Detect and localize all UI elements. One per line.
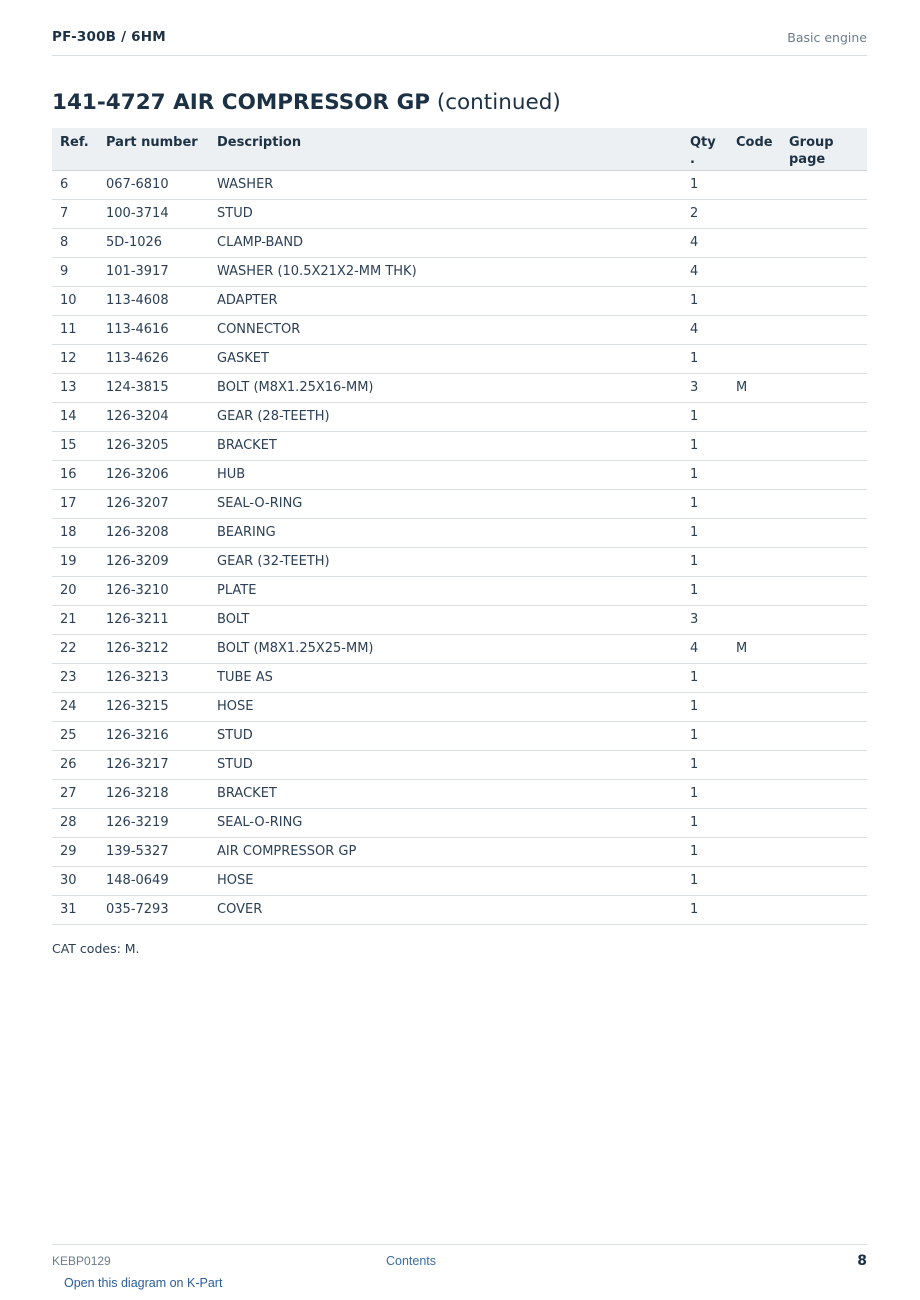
cell-group-page [781,460,867,489]
cell-code [728,547,781,576]
cell-qty: 4 [682,634,728,663]
cell-code [728,228,781,257]
table-row [52,895,867,924]
cell-qty: 1 [682,779,728,808]
cell-ref: 13 [52,373,98,402]
cell-group-page [781,866,867,895]
cell-qty: 3 [682,373,728,402]
cell-qty: 1 [682,837,728,866]
cell-ref: 21 [52,605,98,634]
cell-ref: 28 [52,808,98,837]
cell-group-page [781,808,867,837]
cell-code [728,489,781,518]
cell-group-page [781,750,867,779]
cell-part-number: 067-6810 [98,170,209,199]
cell-code [728,692,781,721]
cell-group-page [781,344,867,373]
col-header-code: Code [728,128,781,170]
cell-group-page [781,518,867,547]
cell-code [728,286,781,315]
cell-group-page [781,286,867,315]
table-row [52,634,867,663]
cell-qty: 2 [682,199,728,228]
cell-qty: 1 [682,692,728,721]
cell-ref: 25 [52,721,98,750]
table-row [52,750,867,779]
table-row [52,779,867,808]
cell-group-page [781,547,867,576]
cell-ref: 17 [52,489,98,518]
cell-part-number: 100-3714 [98,199,209,228]
cell-part-number: 126-3208 [98,518,209,547]
cell-part-number: 035-7293 [98,895,209,924]
cell-description: HUB [209,460,682,489]
cell-qty: 4 [682,228,728,257]
cell-qty: 1 [682,402,728,431]
cell-description: GASKET [209,344,682,373]
cell-ref: 26 [52,750,98,779]
cell-qty: 1 [682,866,728,895]
cell-group-page [781,489,867,518]
table-row [52,518,867,547]
cell-ref: 12 [52,344,98,373]
cell-group-page [781,373,867,402]
cell-ref: 31 [52,895,98,924]
model-label: PF-300B / 6HM [52,29,166,45]
page-footer [52,1244,867,1275]
cell-ref: 9 [52,257,98,286]
cell-part-number: 113-4626 [98,344,209,373]
cell-qty: 1 [682,547,728,576]
cell-code [728,721,781,750]
cell-part-number: 113-4616 [98,315,209,344]
cell-part-number: 5D-1026 [98,228,209,257]
table-row [52,489,867,518]
cell-ref: 30 [52,866,98,895]
cell-code: M [728,373,781,402]
cell-group-page [781,663,867,692]
cell-part-number: 124-3815 [98,373,209,402]
cell-description: BRACKET [209,779,682,808]
cell-part-number: 126-3215 [98,692,209,721]
cell-group-page [781,634,867,663]
cell-group-page [781,402,867,431]
cell-ref: 29 [52,837,98,866]
table-row [52,228,867,257]
cell-group-page [781,315,867,344]
parts-table-body [52,170,867,924]
cell-part-number: 126-3219 [98,808,209,837]
cell-part-number: 126-3218 [98,779,209,808]
cell-group-page [781,692,867,721]
table-row [52,402,867,431]
page-number: 8 [857,1253,867,1269]
cell-qty: 3 [682,605,728,634]
cell-description: PLATE [209,576,682,605]
cell-description: WASHER (10.5X21X2-MM THK) [209,257,682,286]
cell-description: SEAL-O-RING [209,808,682,837]
table-row [52,315,867,344]
cell-description: WASHER [209,170,682,199]
col-header-ref: Ref. [52,128,98,170]
cell-qty: 4 [682,257,728,286]
table-row [52,547,867,576]
table-row [52,199,867,228]
parts-table [52,128,867,925]
table-row [52,721,867,750]
cell-code [728,750,781,779]
cell-code [728,257,781,286]
cell-group-page [781,228,867,257]
cell-code [728,170,781,199]
cell-group-page [781,257,867,286]
cell-description: GEAR (32-TEETH) [209,547,682,576]
cell-description: SEAL-O-RING [209,489,682,518]
section-label: Basic engine [787,30,867,45]
cell-description: BOLT [209,605,682,634]
cell-description: CLAMP-BAND [209,228,682,257]
cell-code [728,199,781,228]
cell-ref: 24 [52,692,98,721]
cell-qty: 1 [682,808,728,837]
cell-description: STUD [209,721,682,750]
cell-part-number: 126-3211 [98,605,209,634]
table-row [52,431,867,460]
cell-description: AIR COMPRESSOR GP [209,837,682,866]
cell-ref: 16 [52,460,98,489]
cell-group-page [781,576,867,605]
cell-part-number: 126-3206 [98,460,209,489]
table-row [52,692,867,721]
cell-group-page [781,721,867,750]
cell-part-number: 126-3205 [98,431,209,460]
table-row [52,576,867,605]
cell-qty: 1 [682,750,728,779]
kpart-diagram-link[interactable]: Open this diagram on K-Part [64,1276,223,1290]
cell-ref: 15 [52,431,98,460]
cell-code [728,808,781,837]
cell-part-number: 126-3213 [98,663,209,692]
table-row [52,837,867,866]
cell-description: HOSE [209,866,682,895]
cell-part-number: 148-0649 [98,866,209,895]
cell-ref: 27 [52,779,98,808]
cell-part-number: 126-3204 [98,402,209,431]
table-header-row [52,128,867,170]
cell-code [728,402,781,431]
page-header [52,29,867,56]
cell-description: STUD [209,750,682,779]
cell-group-page [781,605,867,634]
table-row [52,286,867,315]
cell-code [728,663,781,692]
cell-part-number: 126-3216 [98,721,209,750]
cell-qty: 1 [682,460,728,489]
cell-part-number: 126-3207 [98,489,209,518]
table-row [52,460,867,489]
cell-description: BRACKET [209,431,682,460]
cell-ref: 18 [52,518,98,547]
cell-group-page [781,431,867,460]
cell-code [728,576,781,605]
table-row [52,808,867,837]
cell-qty: 1 [682,431,728,460]
contents-link[interactable]: Contents [386,1254,437,1268]
cell-ref: 8 [52,228,98,257]
cell-part-number: 139-5327 [98,837,209,866]
table-row [52,257,867,286]
cell-description: BEARING [209,518,682,547]
cell-qty: 4 [682,315,728,344]
cell-ref: 10 [52,286,98,315]
cell-description: TUBE AS [209,663,682,692]
cell-code [728,837,781,866]
cell-code [728,866,781,895]
cell-part-number: 101-3917 [98,257,209,286]
cell-qty: 1 [682,170,728,199]
cell-qty: 1 [682,344,728,373]
table-row [52,866,867,895]
title-part-group: 141-4727 AIR COMPRESSOR GP [52,90,430,115]
cell-code [728,344,781,373]
cell-part-number: 126-3212 [98,634,209,663]
cell-group-page [781,199,867,228]
cell-group-page [781,170,867,199]
cell-ref: 22 [52,634,98,663]
cell-qty: 1 [682,663,728,692]
cell-group-page [781,895,867,924]
cell-qty: 1 [682,518,728,547]
cell-code [728,518,781,547]
cell-qty: 1 [682,721,728,750]
cell-code [728,460,781,489]
table-row [52,170,867,199]
cell-code [728,895,781,924]
table-row [52,344,867,373]
cell-qty: 1 [682,489,728,518]
cell-code [728,315,781,344]
table-row [52,663,867,692]
cell-part-number: 126-3209 [98,547,209,576]
cell-description: COVER [209,895,682,924]
cell-description: GEAR (28-TEETH) [209,402,682,431]
cell-ref: 19 [52,547,98,576]
cell-ref: 11 [52,315,98,344]
cell-ref: 7 [52,199,98,228]
title-suffix: (continued) [429,90,561,115]
cell-description: STUD [209,199,682,228]
cell-qty: 1 [682,895,728,924]
cell-ref: 6 [52,170,98,199]
cell-group-page [781,779,867,808]
col-header-part-number: Part number [98,128,209,170]
document-id: KEBP0129 [52,1254,111,1268]
cell-description: HOSE [209,692,682,721]
cell-code [728,605,781,634]
cell-qty: 1 [682,576,728,605]
table-row [52,605,867,634]
cell-description: BOLT (M8X1.25X16-MM) [209,373,682,402]
cell-qty: 1 [682,286,728,315]
cell-part-number: 113-4608 [98,286,209,315]
cell-description: ADAPTER [209,286,682,315]
col-header-group-page: Group page [781,128,867,170]
cell-description: CONNECTOR [209,315,682,344]
cell-ref: 20 [52,576,98,605]
page-title [52,90,561,115]
cat-codes-note: CAT codes: M. [52,941,140,956]
cell-code [728,779,781,808]
cell-part-number: 126-3217 [98,750,209,779]
cell-ref: 14 [52,402,98,431]
cell-code: M [728,634,781,663]
cell-description: BOLT (M8X1.25X25-MM) [209,634,682,663]
table-row [52,373,867,402]
cell-ref: 23 [52,663,98,692]
col-header-qty: Qty . [682,128,728,170]
col-header-description: Description [209,128,682,170]
cell-code [728,431,781,460]
cell-part-number: 126-3210 [98,576,209,605]
cell-group-page [781,837,867,866]
